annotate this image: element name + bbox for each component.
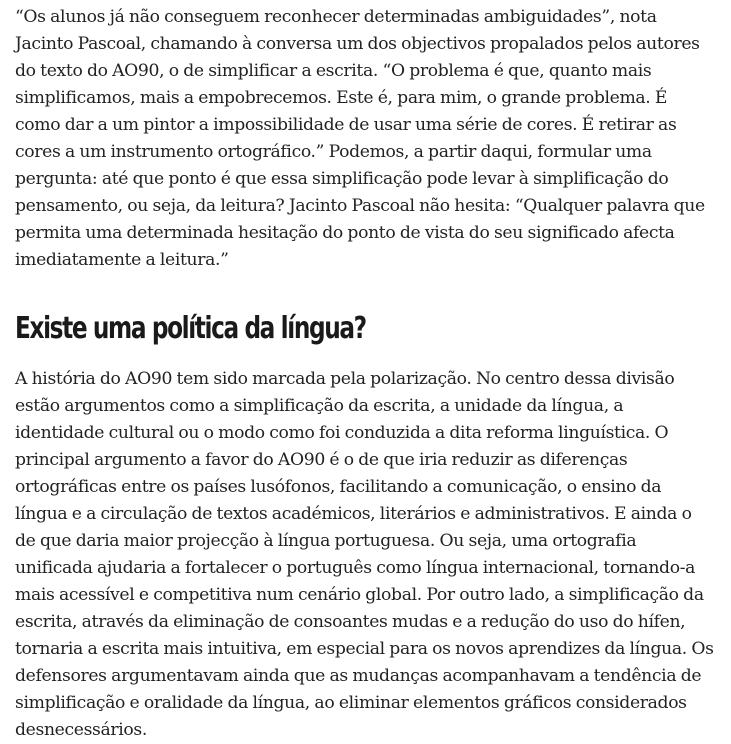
article-paragraph: A história do AO90 tem sido marcada pela polarização. No centro dessa divisão estão argumentos como a simplificação da escrita, a unidade da língua, a identidade cultural ou o modo como foi conduzida a dita reforma linguística. O principal argumento a favor do AO90 é o de que iria reduzir as diferenças ortográficas entre os países lusófonos, facilitando a comunicação, o ensino da língua e a circulação de textos académicos, literários e administrativos. E ainda o de que daria maior projecção à língua portuguesa. Ou seja, uma ortografia unificada ajudaria a fortalecer o português como língua internacional, tornando-a mais acessível e competitiva num cenário global. Por outro lado, a simplificação da escrita, através da eliminação de consoantes mudas e a redução do uso do hífen, tornaria a escrita mais intuitiva, em especial para os novos aprendizes da língua. Os defensores argumentavam ainda que as mudanças acompanhavam a tendência de simplificação e oralidade da língua, ao eliminar elementos gráficos considerados desnecessários. bbox=[15, 369, 714, 740]
article-paragraph: “Os alunos já não conseguem reconhecer determinadas ambiguidades”, nota Jacinto Pascoal, chamando à conversa um dos objectivos propalados pelos autores do texto do AO90, o de simplificar a escrita. “O problema é que, quanto mais simplificamos, mais a empobrecemos. Este é, para mim, o grande problema. É como dar a um pintor a impossibilidade de usar uma série de cores. É retirar as cores a um instrumento ortográfico.” Podemos, a partir daqui, formular uma pergunta: até que ponto é que essa simplificação pode levar à simplificação do pensamento, ou seja, da leitura? Jacinto Pascoal não hesita: “Qualquer palavra que permita uma determinada hesitação do ponto de vista do seu significado afecta imediatamente a leitura.” bbox=[15, 7, 705, 270]
section-heading: Existe uma política da língua? bbox=[15, 311, 366, 346]
article-body bbox=[15, 0, 715, 744]
